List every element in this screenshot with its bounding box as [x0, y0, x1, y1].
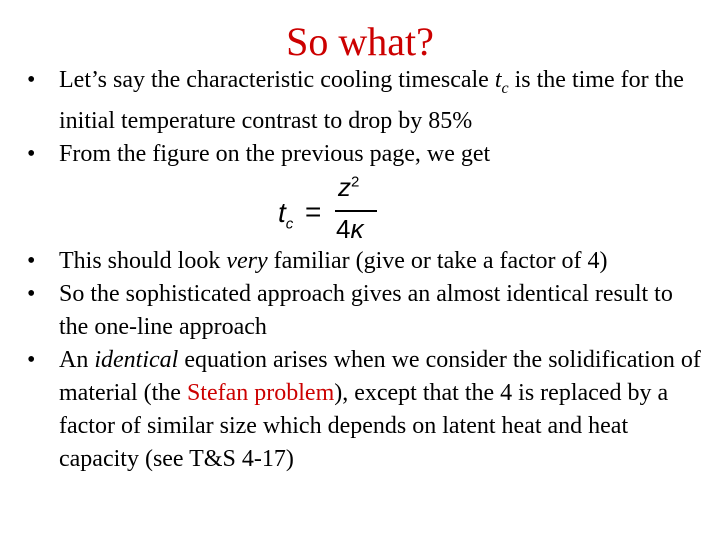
- stefan-problem-highlight: Stefan problem: [186, 380, 335, 406]
- cooling-timescale-equation: [278, 172, 388, 252]
- equation-lhs: $t_c$: [278, 197, 294, 233]
- bullet-timescale-definition: [27, 64, 707, 138]
- bullet-marker: •: [27, 281, 36, 307]
- bullet-list-bottom: [27, 245, 707, 476]
- bullet-text-before: An: [59, 347, 95, 373]
- bullet-text-after: ), except that the 4 is replaced by a factor of similar size which depends on latent heat and heat capacity (see T&S 4-17): [59, 380, 669, 472]
- bullet-text-before: This should look: [59, 248, 227, 274]
- bullet-text-middle: equation arises when we consider the solidification of material (the: [59, 347, 701, 406]
- bullet-text: So the sophisticated approach gives an almost identical result to the one-line approach: [59, 281, 673, 340]
- fraction-bar: [335, 210, 377, 212]
- bullet-text-after: familiar (give or take a factor of 4): [267, 248, 608, 274]
- bullet-text: From the figure on the previous page, we get: [59, 140, 491, 167]
- equation-equals: =: [305, 196, 322, 227]
- bullet-familiar: [27, 245, 707, 278]
- equation-denominator: 4κ: [336, 214, 364, 244]
- equation-numerator: $z^2$: [338, 172, 360, 202]
- bullet-emphasis: identical: [94, 347, 179, 373]
- bullet-marker: •: [27, 347, 36, 373]
- bullet-marker: •: [27, 140, 36, 167]
- bullet-sophisticated-approach: [27, 278, 707, 344]
- bullet-text-after: is the time for the initial temperature contrast to drop by 85%: [59, 67, 684, 134]
- bullet-stefan-problem: [27, 344, 707, 476]
- bullet-from-figure: [27, 138, 707, 171]
- bullet-list-top: [27, 64, 707, 171]
- slide-title: So what?: [286, 19, 434, 64]
- bullet-marker: •: [27, 248, 36, 274]
- variable-subscript-c: c: [501, 79, 509, 97]
- variable-t: t: [494, 67, 502, 93]
- bullet-emphasis: very: [226, 248, 268, 274]
- bullet-marker: •: [27, 67, 36, 93]
- bullet-text-before: Let’s say the characteristic cooling timescale: [59, 67, 495, 93]
